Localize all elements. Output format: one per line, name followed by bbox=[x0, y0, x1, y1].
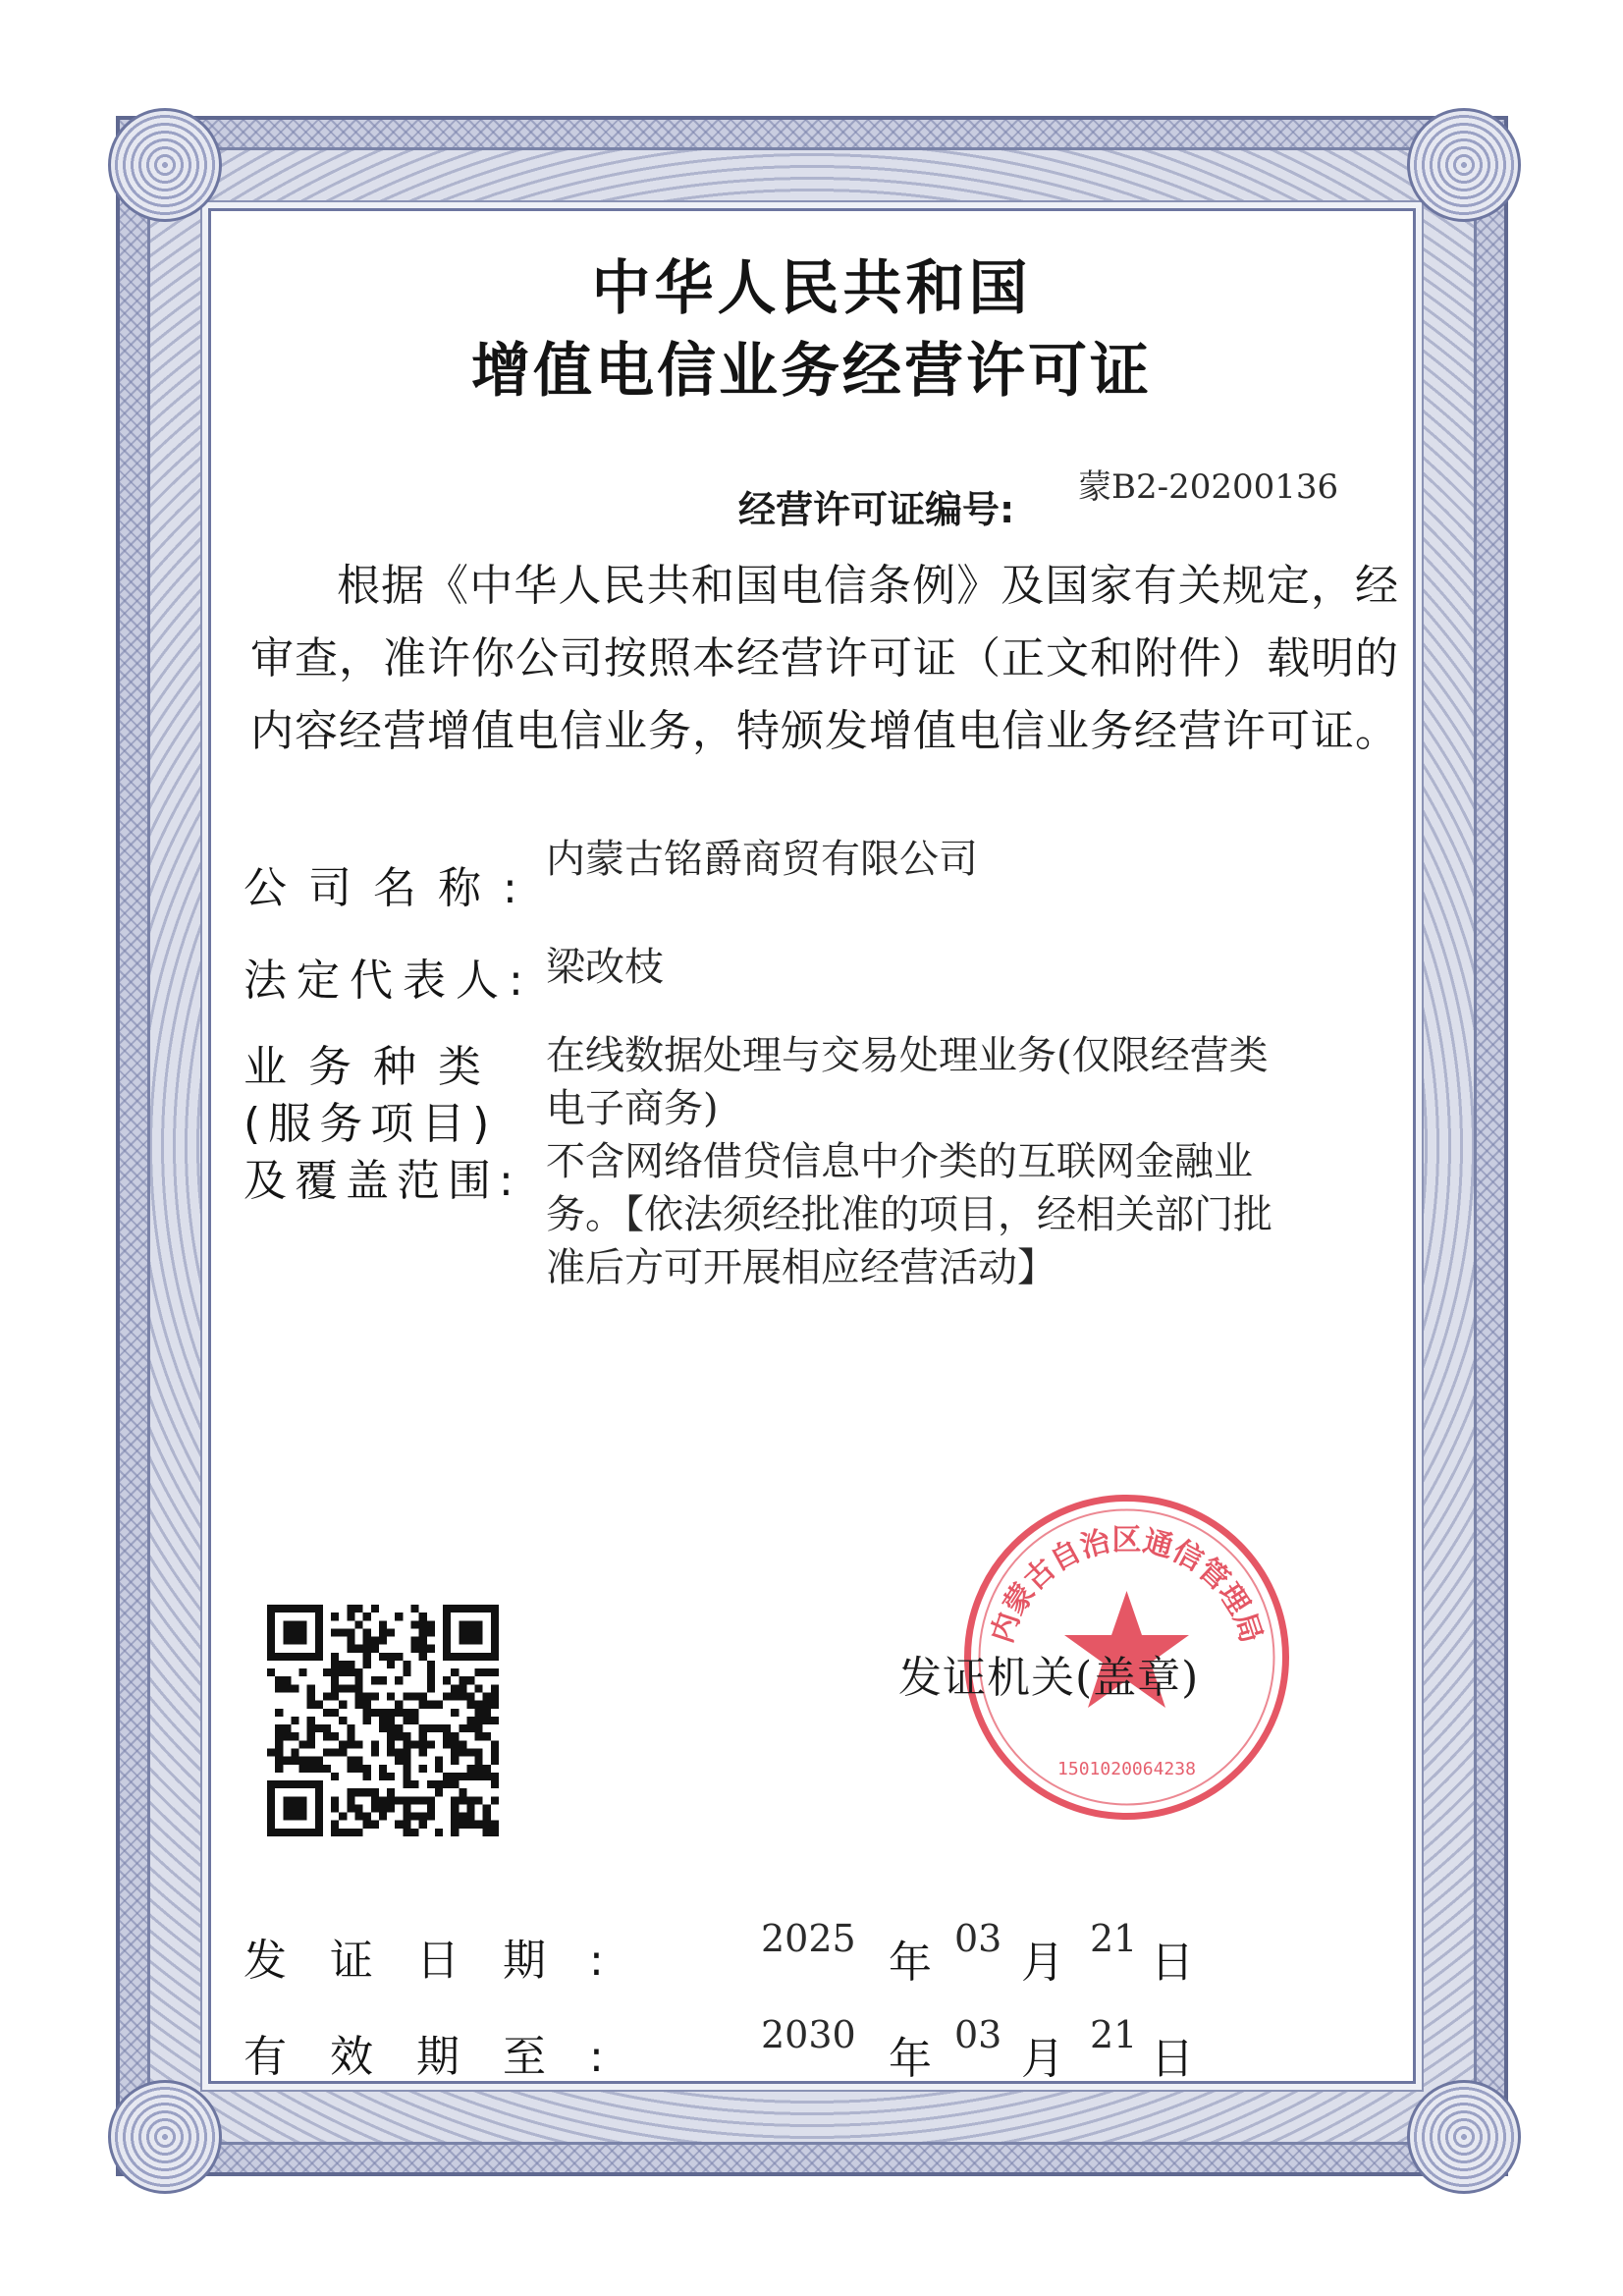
scope-label-line: 及覆盖范围: bbox=[243, 1156, 521, 1206]
valid-year: 2030 bbox=[761, 2013, 856, 2056]
intro-paragraph: 根据《中华人民共和国电信条例》及国家有关规定，经审查，准许你公司按照本经营许可证（正文和附件）载明的内容经营增值电信业务，特颁发增值电信业务经营许可证。 bbox=[250, 561, 1399, 756]
business-scope-label bbox=[243, 1039, 521, 1210]
qr-code[interactable] bbox=[265, 1603, 501, 1838]
scope-value-line: 不含网络借贷信息中介类的互联网金融业 bbox=[546, 1139, 1253, 1184]
valid-day: 21 bbox=[1090, 2013, 1138, 2056]
issue-day: 21 bbox=[1090, 1917, 1138, 1960]
corner-ornament-top-left bbox=[108, 108, 222, 222]
company-name-label: 公司名称: bbox=[243, 863, 539, 913]
issue-day-unit: 日 bbox=[1151, 1938, 1194, 1988]
valid-month: 03 bbox=[954, 2013, 1002, 2056]
valid-day-unit: 日 bbox=[1151, 2034, 1194, 2084]
scope-label-line: 业务种类 bbox=[243, 1042, 503, 1092]
scope-value-line: 在线数据处理与交易处理业务(仅限经营类 bbox=[546, 1033, 1269, 1078]
valid-year-unit: 年 bbox=[889, 2034, 932, 2084]
title-country: 中华人民共和国 bbox=[591, 254, 1032, 323]
corner-ornament-bottom-right bbox=[1407, 2080, 1521, 2194]
scope-value-line: 务。【依法须经批准的项目，经相关部门批 bbox=[546, 1192, 1272, 1237]
issue-year-unit: 年 bbox=[889, 1938, 932, 1988]
legal-representative-value: 梁改枝 bbox=[546, 945, 664, 990]
corner-ornament-bottom-left bbox=[108, 2080, 222, 2194]
issue-date-label: 发证日期: bbox=[243, 1936, 647, 1986]
seal-code: 1501020064238 bbox=[1057, 1759, 1196, 1779]
issue-month: 03 bbox=[954, 1917, 1002, 1960]
scope-value-line: 准后方可开展相应经营活动】 bbox=[546, 1245, 1056, 1290]
valid-month-unit: 月 bbox=[1021, 2034, 1064, 2084]
corner-ornament-top-right bbox=[1407, 108, 1521, 222]
seal-text: 内蒙古自治区通信管理局 bbox=[985, 1523, 1269, 1648]
issue-month-unit: 月 bbox=[1021, 1938, 1064, 1988]
valid-until-label: 有效期至: bbox=[243, 2032, 647, 2082]
scope-value-line: 电子商务) bbox=[546, 1086, 719, 1131]
license-number-label: 经营许可证编号: bbox=[738, 488, 1015, 531]
scope-label-line: (服务项目) bbox=[243, 1099, 498, 1149]
legal-representative-label: 法定代表人: bbox=[243, 956, 533, 1006]
issue-year: 2025 bbox=[761, 1917, 856, 1960]
company-name-value: 内蒙古铭爵商贸有限公司 bbox=[546, 837, 978, 882]
issuing-authority-label: 发证机关(盖章) bbox=[898, 1653, 1200, 1703]
license-number-value: 蒙B2-20200136 bbox=[1078, 467, 1339, 507]
title-certificate: 增值电信业务经营许可证 bbox=[471, 337, 1152, 406]
business-scope-value bbox=[546, 1029, 1410, 1294]
